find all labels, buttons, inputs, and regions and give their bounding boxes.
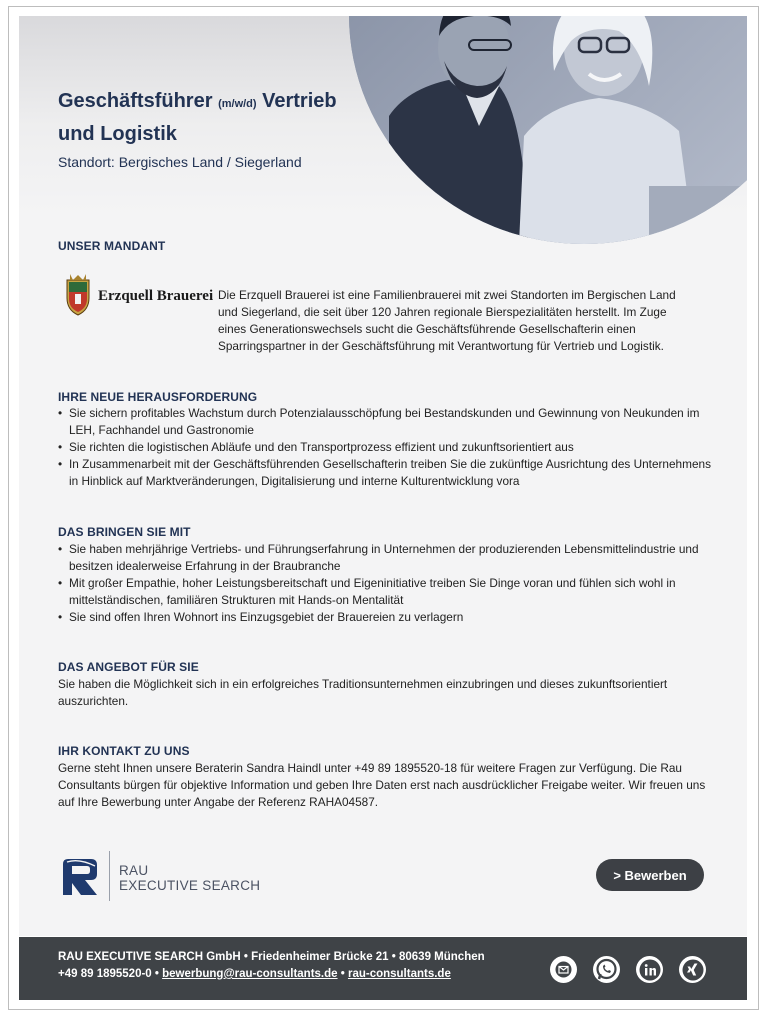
mandant-text: Die Erzquell Brauerei ist eine Familienbrauerei mit zwei Standorten im Bergischen Land und Siegerland, die seit über 120 Jahren regionale Bierspezialitäten herstellt. Im Zuge eines Generationswechsels sucht die Geschäftsführende Gesellschafterin einen Sparringspartner in der Geschäftsführung mit Verantwortung für Vertrieb und Logistik.	[218, 288, 676, 353]
mandant-heading: UNSER MANDANT	[58, 239, 166, 253]
footer-phone: +49 89 1895520-0	[58, 968, 152, 980]
footer-address: RAU EXECUTIVE SEARCH GmbH • Friedenheimer Brücke 21 • 80639 München	[58, 951, 485, 963]
challenge-heading: IHRE NEUE HERAUSFORDERUNG	[58, 390, 258, 404]
offer-heading: DAS ANGEBOT FÜR SIE	[58, 660, 199, 674]
list-item: • Sie richten die logistischen Abläufe und den Transportprozess effizient und zukunftsorientiert aus	[58, 439, 718, 456]
job-location: Standort: Bergisches Land / Siegerland	[58, 154, 302, 170]
erzquell-crest-icon	[63, 272, 93, 316]
contact-text: Gerne steht Ihnen unsere Beraterin Sandra Haindl unter +49 89 1895520-18 für weitere Fragen zur Verfügung. Die Rau Consultants bürgen für objektive Information und geben Ihre Daten erst nach ausdrücklicher Freigabe weiter. Wir freuen uns auf Ihre Bewerbung unter Angabe der Referenz RAHA04587.	[58, 761, 706, 809]
footer-separator: •	[151, 968, 163, 980]
footer-contact-line	[58, 968, 451, 980]
list-item: • Sie sind offen Ihren Wohnort ins Einzugsgebiet der Brauereien zu verlagern	[58, 609, 718, 626]
hero-photo	[349, 16, 747, 244]
offer-text: Sie haben die Möglichkeit sich in ein erfolgreiches Traditionsunternehmen einzubringen und dieses zukunftsorientiert auszurichten.	[58, 677, 668, 708]
footer	[19, 937, 747, 1000]
mail-icon[interactable]	[550, 956, 577, 983]
list-item: • Sie sichern profitables Wachstum durch Potenzialausschöpfung bei Bestandskunden und Gewinnung von Neukunden im LEH, Fachhandel und Gastronomie	[58, 405, 718, 439]
profile-list	[58, 541, 718, 626]
rau-logo-line2: EXECUTIVE SEARCH	[119, 878, 261, 893]
title-part2: Vertrieb	[262, 90, 337, 112]
list-item: • Mit großer Empathie, hoher Leistungsbereitschaft und Eigeninitiative treiben Sie Dinge voran und fühlen sich wohl in mittelständischen, familiären Strukturen mit Hands-on Mentalität	[58, 575, 718, 609]
title-mwd: (m/w/d)	[218, 98, 257, 110]
title-part1: Geschäftsführer	[58, 90, 213, 112]
xing-icon[interactable]	[679, 956, 706, 983]
job-ad-card	[19, 16, 747, 936]
profile-heading: DAS BRINGEN SIE MIT	[58, 525, 191, 539]
linkedin-icon[interactable]	[636, 956, 663, 983]
erzquell-logo-text: Erzquell Brauerei	[98, 288, 214, 304]
title-line2: und Logistik	[58, 123, 177, 145]
apply-button[interactable]: > Bewerben	[596, 859, 704, 891]
challenge-list	[58, 405, 718, 490]
rau-logo-divider	[109, 851, 110, 901]
list-item: • Sie haben mehrjährige Vertriebs- und Führungserfahrung in Unternehmen der produzierenden Lebensmittelindustrie und besitzen idealerweise Erfahrung in der Braubranche	[58, 541, 718, 575]
job-title	[58, 86, 378, 149]
whatsapp-icon[interactable]	[593, 956, 620, 983]
footer-website-link[interactable]: rau-consultants.de	[347, 968, 451, 980]
contact-heading: IHR KONTAKT ZU UNS	[58, 744, 190, 758]
rau-logo-line1: RAU	[119, 863, 149, 878]
list-item: • In Zusammenarbeit mit der Geschäftsführenden Gesellschafterin treiben Sie die zukünftige Ausrichtung des Unternehmens in Hinblick auf Marktveränderungen, Digitalisierung und interne Kulturentwicklung vora	[58, 456, 718, 490]
footer-separator: •	[337, 968, 348, 980]
rau-logo-icon	[59, 856, 101, 898]
footer-email-link[interactable]: bewerbung@rau-consultants.de	[162, 968, 338, 980]
